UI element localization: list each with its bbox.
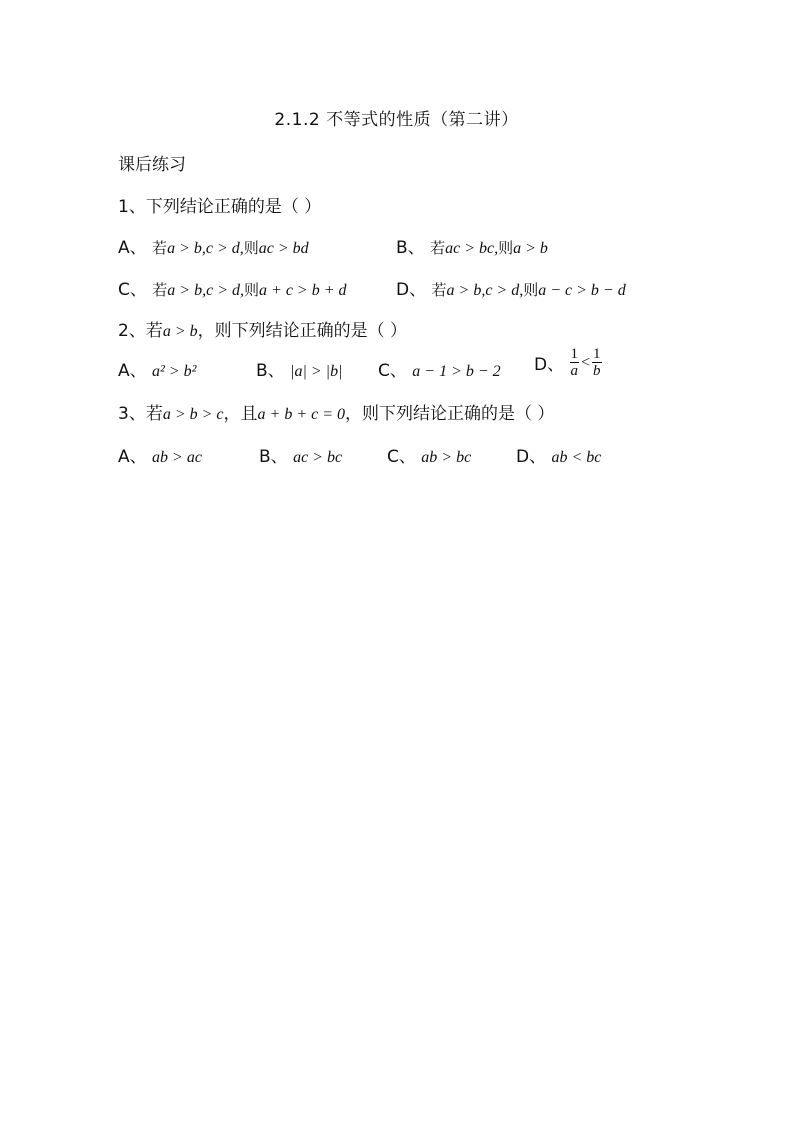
option-expression: a − 1 > b − 2: [412, 363, 501, 380]
fraction-numerator: 1: [570, 346, 578, 362]
option-label: C、: [378, 361, 407, 381]
question-2-stem: [118, 316, 407, 341]
option-label: B、: [259, 447, 288, 467]
option-label: A、: [118, 447, 147, 467]
option-label: D、: [534, 355, 565, 375]
option-condition: ac > bc,: [445, 240, 499, 257]
page-title: 2.1.2 不等式的性质（第二讲）: [274, 110, 519, 130]
option-conclusion: a − c > b − d: [538, 282, 626, 299]
stem-condition-2: a + b + c = 0: [257, 406, 346, 423]
question-1-stem: 1、下列结论正确的是（ ）: [118, 197, 322, 217]
option-prefix: 若: [152, 281, 168, 299]
q3-option-b: [259, 442, 342, 467]
relation-symbol: <: [581, 353, 591, 371]
option-condition: a > b,c > d,: [446, 282, 524, 299]
option-label: C、: [387, 447, 416, 467]
option-label: B、: [256, 361, 285, 381]
option-expression: |a| > |b|: [290, 363, 343, 380]
option-conclusion: a + c > b + d: [259, 282, 347, 299]
section-heading: 课后练习: [118, 155, 186, 175]
option-condition: a > b,c > d,: [167, 240, 244, 257]
q1-option-b: [396, 233, 548, 258]
option-label: B、: [396, 238, 425, 258]
q1-option-d: [396, 275, 626, 300]
option-expression: ab > bc: [421, 449, 472, 466]
q3-option-c: [387, 442, 471, 467]
option-expression: a² > b²: [152, 363, 197, 380]
q2-option-c: [378, 356, 501, 381]
option-conclusion: ac > bd: [258, 240, 309, 257]
option-then: 则: [523, 281, 539, 299]
q2-option-b: [256, 356, 342, 381]
option-expression: ac > bc: [293, 449, 343, 466]
option-condition: a > b,c > d,: [167, 282, 244, 299]
fraction-left: [570, 346, 580, 379]
option-then: 则: [498, 239, 514, 257]
fraction-numerator: 1: [593, 346, 601, 362]
option-then: 则: [243, 239, 259, 257]
option-label: D、: [516, 447, 547, 467]
stem-suffix: ，则下列结论正确的是（ ）: [197, 321, 408, 341]
option-label: A、: [118, 361, 147, 381]
q3-option-a: [118, 442, 202, 467]
stem-condition: a > b: [162, 323, 198, 340]
option-label: D、: [396, 280, 427, 300]
option-prefix: 若: [431, 281, 447, 299]
option-then: 则: [244, 281, 260, 299]
q2-option-d: [534, 346, 602, 379]
option-conclusion: a > b: [513, 240, 548, 257]
option-prefix: 若: [430, 239, 446, 257]
stem-condition-1: a > b > c: [162, 406, 224, 423]
stem-mid: ，且: [223, 404, 258, 424]
stem-suffix: ，则下列结论正确的是（ ）: [345, 404, 555, 424]
option-label: C、: [118, 280, 147, 300]
fraction-denominator: b: [593, 363, 601, 379]
q2-option-a: [118, 356, 196, 381]
stem-prefix: 2、若: [118, 321, 163, 341]
option-expression: ab < bc: [551, 449, 602, 466]
q1-option-a: [118, 233, 309, 258]
fraction-denominator: a: [570, 363, 578, 379]
fraction-right: [592, 346, 602, 379]
q1-option-c: [118, 275, 347, 300]
option-prefix: 若: [152, 239, 168, 257]
q3-option-d: [516, 442, 601, 467]
stem-prefix: 3、若: [118, 404, 163, 424]
question-3-stem: [118, 399, 554, 424]
option-expression: ab > ac: [152, 449, 202, 466]
option-label: A、: [118, 238, 147, 258]
